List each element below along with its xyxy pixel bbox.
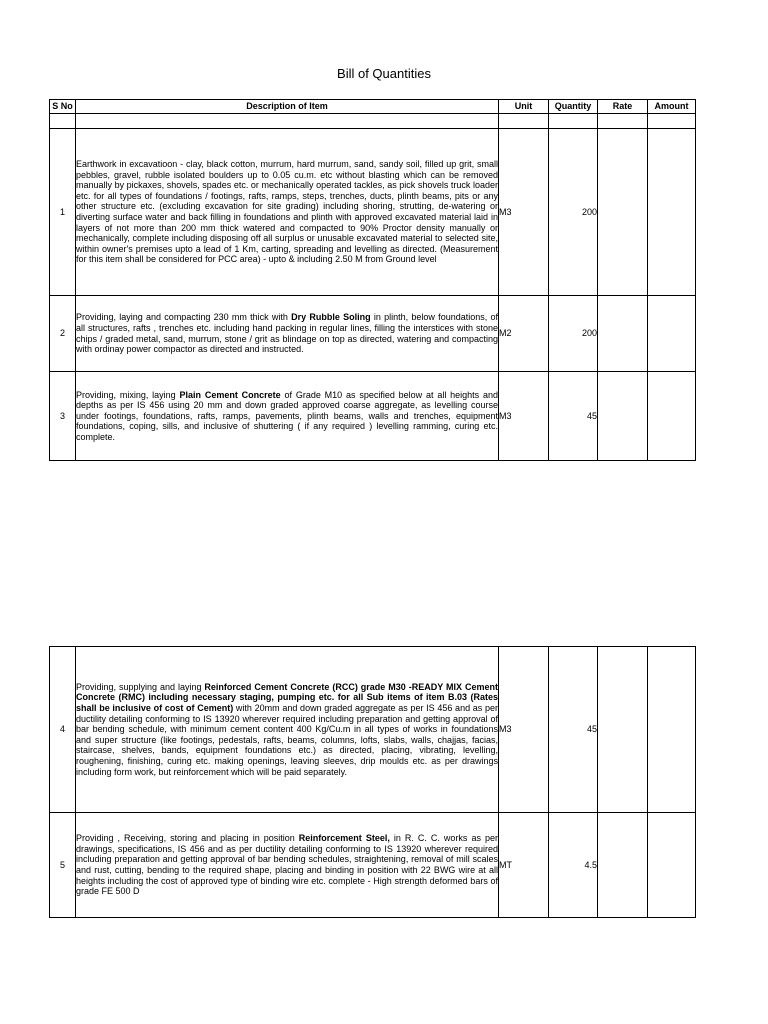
boq-table-continued [49,646,696,918]
cell-description [76,647,499,813]
cell-amount [648,129,696,296]
description-segment: Reinforcement Steel, [298,833,390,844]
page-title: Bill of Quantities [337,66,431,81]
table-row [50,647,696,813]
cell-rate [598,372,648,461]
cell-rate [598,813,648,918]
cell-unit: M3 [499,129,549,296]
cell-unit: M2 [499,296,549,372]
cell-description [76,129,499,296]
description-segment: Providing, mixing, laying [76,389,180,400]
table-row [50,129,696,296]
description-segment: in plinth, below foundations, of all structures, rafts , trenches etc. including hand packing in regular lines, filling the interstices with stone chips / graded metal, sand, murrum, stone / grit as blindage on top as directed, watering and compacting with ordinay power compactor as directed and instructed. [76,312,498,355]
table-row [50,296,696,372]
cell-amount [648,647,696,813]
cell-sno: 3 [50,372,76,461]
description-segment: Providing, supplying and laying [76,681,205,692]
description-segment: with 20mm and down graded aggregate as per IS 456 and as per ductility detailing conforming to IS 13920 wherever required including preparation and getting approval of bar bending schedule, with minimum cement content 400 Kg/Cu.m in all types of works in foundations and super structure (like footings, pedestals, rafts, beams, columns, lofts, slabs, walls, chajjas, facias, staircase, shelves, bands, equipment foundations etc.) as directed, placing, vibrating, levelling, roughening, finishing, curing etc. making openings, leaving sleeves, drip moulds etc. as per drawings including form work, but reinforcement which will be paid separately. [76,703,498,777]
cell-quantity: 200 [549,129,598,296]
cell-quantity: 45 [549,647,598,813]
cell-sno: 1 [50,129,76,296]
cell-description [76,372,499,461]
cell-description [76,813,499,918]
header-unit: Unit [499,100,549,114]
header-sno: S No [50,100,76,114]
description-segment: Plain Cement Concrete [179,389,281,400]
cell-amount [648,296,696,372]
cell-sno: 4 [50,647,76,813]
cell-quantity: 4.5 [549,813,598,918]
header-amount: Amount [648,100,696,114]
boq-table [49,99,696,461]
header-description: Description of Item [76,100,499,114]
description-segment: Dry Rubble Soling [291,312,371,323]
cell-quantity: 45 [549,372,598,461]
cell-sno: 5 [50,813,76,918]
description-segment: of Grade M10 as specified below at all heights and depths as per IS 456 using 20 mm and down graded approved coarse aggregate, as levelling course under footings, foundations, rafts, ramps, pavements, plinth beams, walls and trenches, equipment foundations, coping, sills, and inclusive of shuttering ( if any required ) levelling ramming, curing etc. complete. [76,389,499,442]
cell-rate [598,647,648,813]
header-quantity: Quantity [549,100,598,114]
cell-unit: MT [499,813,549,918]
cell-unit: M3 [499,647,549,813]
header-row [50,100,696,114]
cell-rate [598,296,648,372]
description-segment: Reinforced Cement Concrete (RCC) grade M30 -READY MIX Cement Concrete (RMC) including necessary staging, pumping etc. for all Sub items of item B.03 (Rates shall be inclusive of cost of Cement) [76,681,498,714]
description-segment: Providing , Receiving, storing and placing in position [76,833,299,844]
description-segment: Providing, laying and compacting 230 mm thick with [76,312,292,323]
spacer-row [50,114,696,129]
description-segment: Earthwork in excavatioon - clay, black cotton, murrum, hard murrum, sand, sandy soil, filled up grit, small pebbles, gravel, rubble isolated boulders up to 0.05 cu.m. etc without blasting which can be removed manually by pickaxes, shovels, spades etc. or mechanically operated tackles, as pick shovels truck loader etc. for all types of foundations / footings, rafts, ramps, steps, trenches, ducts, plinth beams, pits or any other structure etc. (excluding excavation for site grading) including shoring, strutting, de-watering or diverting surface water and back filling in foundations and plinth with approved excavated material laid in layers of not more than 200 mm thick watered and compacted to 90% Proctor density manually or mechanically, complete including disposing off all surplus or unusable excavated material to selected site, within owner's premises upto a lead of 1 Km, carting, spreading and levelling as directed. (Measurement for this item shall be considered for PCC area) - upto & including 2.50 M from Ground level [76,159,498,265]
cell-rate [598,129,648,296]
description-segment: in R. C. C. works as per drawings, specifications, IS 456 and as per ductility detailing conforming to IS 13920 wherever required including preparation and getting approval of bar bending schedules, straightening, removal of mill scales and rust, cutting, bending to the required shape, placing and binding in position with 22 BWG wire at all heights including the cost of approved type of binding wire etc. complete - High strength deformed bars of grade FE 500 D [76,833,498,897]
table-row [50,813,696,918]
cell-unit: M3 [499,372,549,461]
header-rate: Rate [598,100,648,114]
cell-quantity: 200 [549,296,598,372]
cell-sno: 2 [50,296,76,372]
table-row [50,372,696,461]
cell-amount [648,372,696,461]
cell-amount [648,813,696,918]
cell-description [76,296,499,372]
